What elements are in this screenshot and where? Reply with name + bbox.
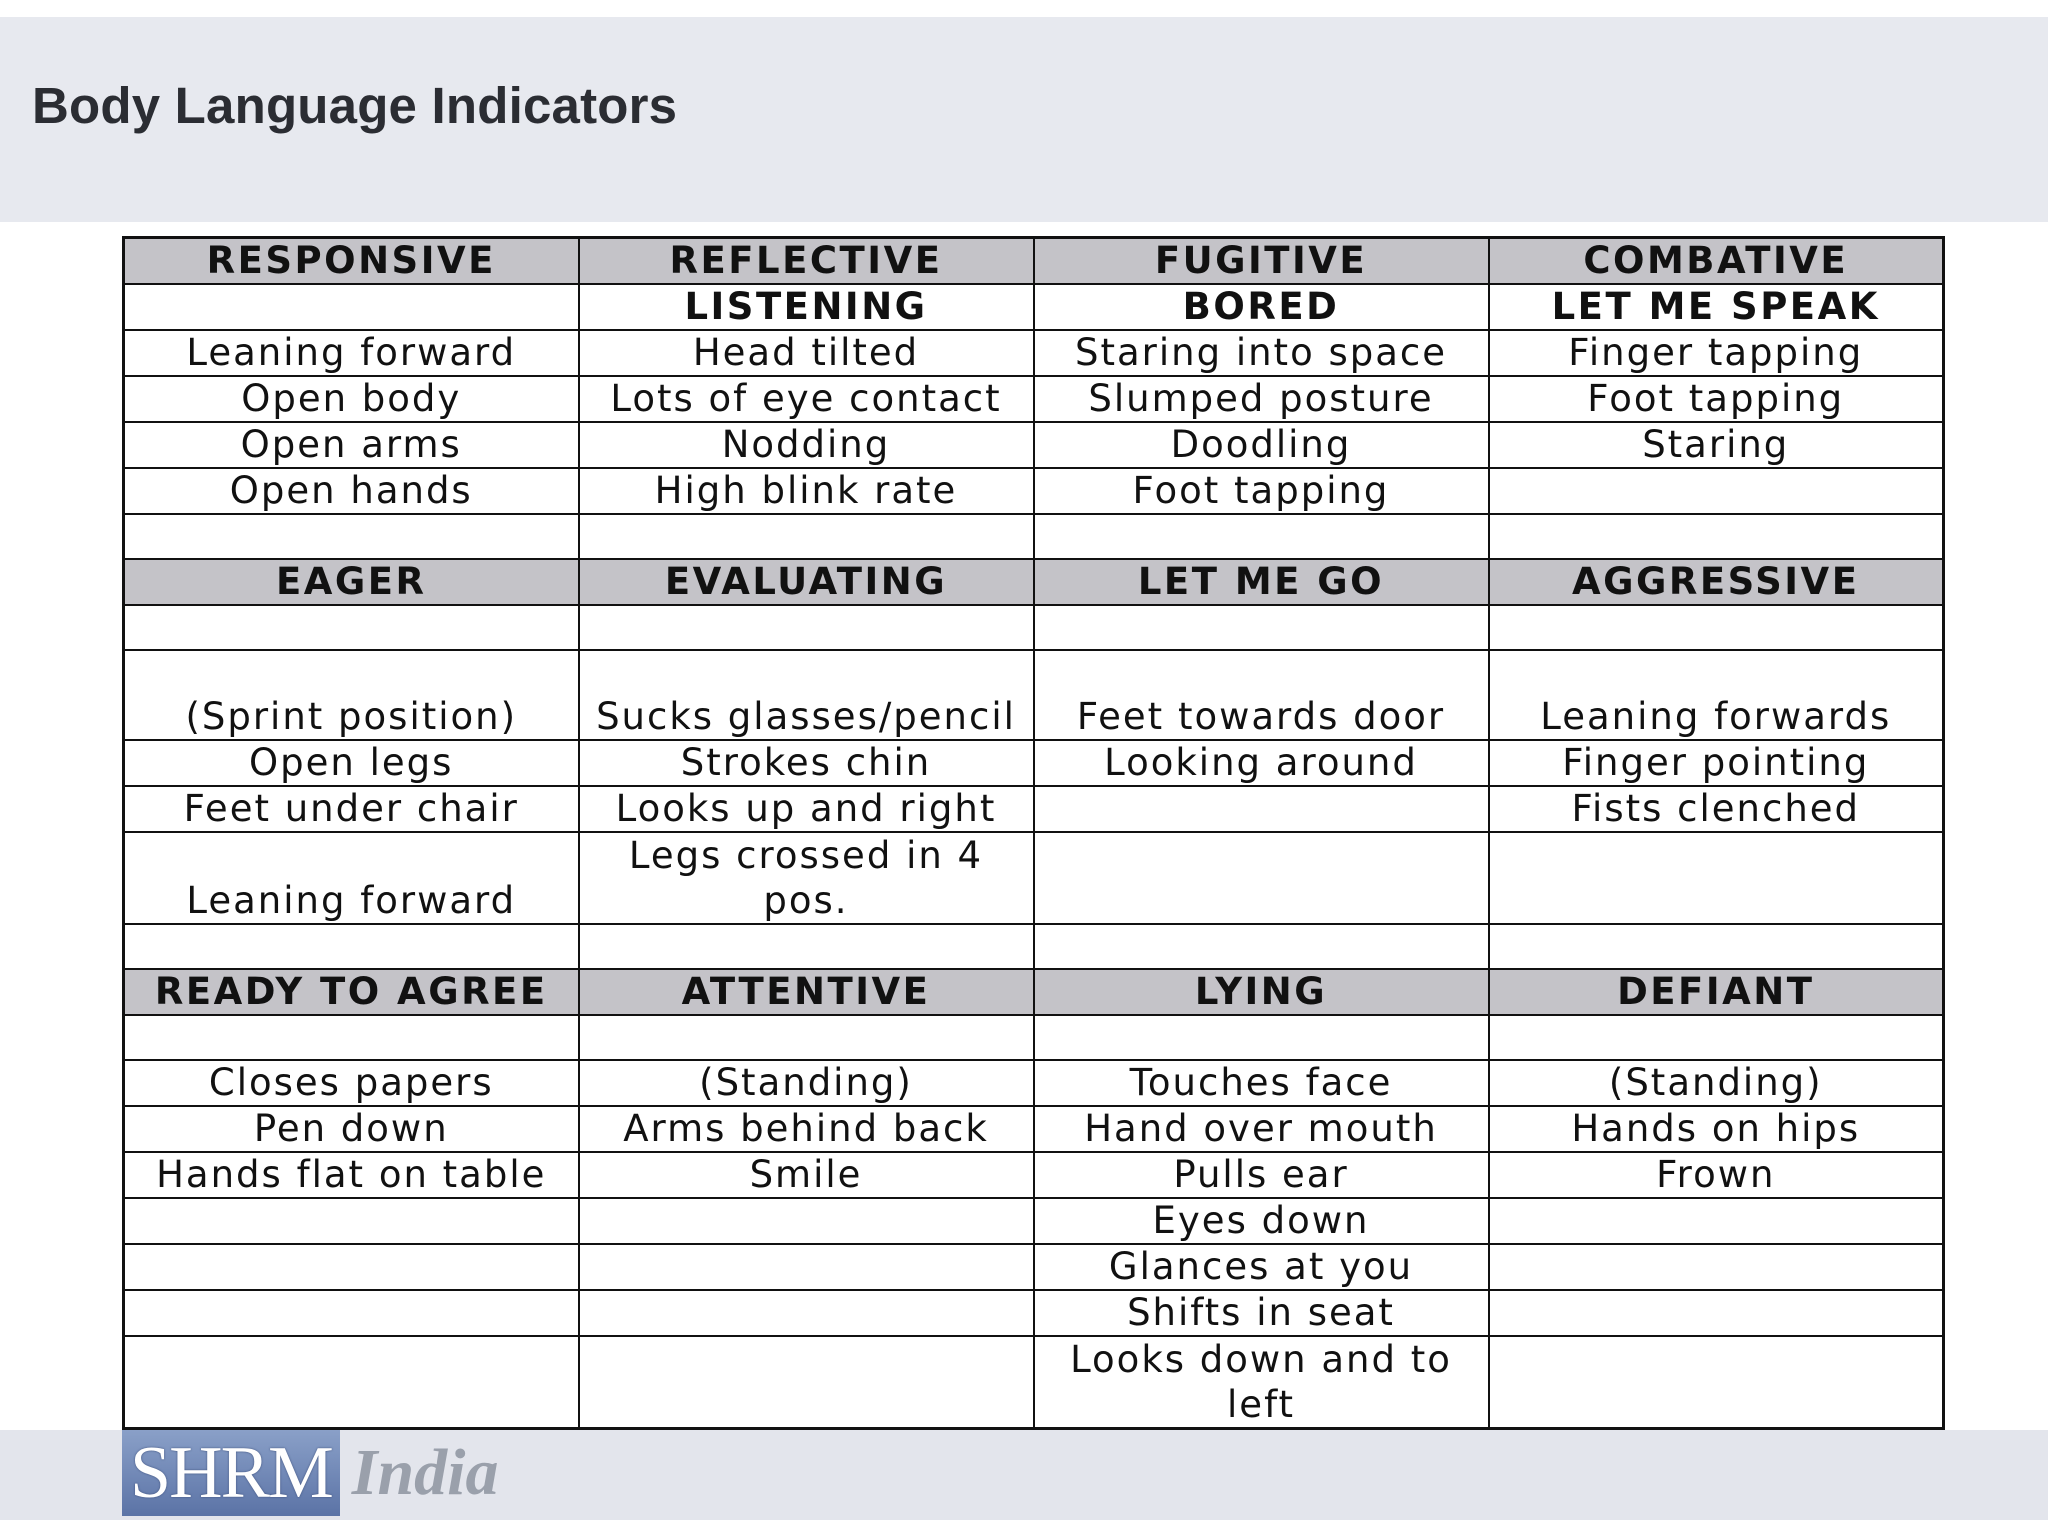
indicator-row: [124, 786, 1944, 832]
subheading-row: [124, 284, 1944, 330]
indicator-cell: Arms behind back: [579, 1106, 1034, 1152]
indicator-cell: [1034, 605, 1489, 650]
category-header-cell: FUGITIVE: [1034, 238, 1489, 285]
category-header-cell: DEFIANT: [1489, 969, 1944, 1015]
indicator-cell: Sucks glasses/pencil: [579, 650, 1034, 740]
indicator-cell: [124, 1244, 579, 1290]
indicator-cell: Leaning forward: [124, 330, 579, 376]
indicator-row: [124, 422, 1944, 468]
indicator-cell: Foot tapping: [1034, 468, 1489, 514]
indicator-row: [124, 514, 1944, 559]
indicator-cell: [1489, 468, 1944, 514]
top-strip: [0, 0, 2048, 17]
indicator-cell: Hands on hips: [1489, 1106, 1944, 1152]
category-header-cell: EVALUATING: [579, 559, 1034, 605]
indicator-cell: [579, 514, 1034, 559]
indicator-cell: [124, 605, 579, 650]
indicator-cell: [124, 1198, 579, 1244]
indicator-cell: Closes papers: [124, 1060, 579, 1106]
indicator-row: [124, 832, 1944, 924]
page-title: Body Language Indicators: [32, 77, 678, 134]
category-header-cell: AGGRESSIVE: [1489, 559, 1944, 605]
category-header-cell: LET ME GO: [1034, 559, 1489, 605]
indicator-cell: Lots of eye contact: [579, 376, 1034, 422]
subheading-cell: LET ME SPEAK: [1489, 284, 1944, 330]
indicator-row: [124, 1336, 1944, 1429]
indicator-cell: Open legs: [124, 740, 579, 786]
category-header-cell: REFLECTIVE: [579, 238, 1034, 285]
indicator-cell: Touches face: [1034, 1060, 1489, 1106]
indicators-table: [122, 236, 1945, 1430]
indicator-cell: [124, 924, 579, 969]
indicator-cell: Pen down: [124, 1106, 579, 1152]
indicator-row: [124, 330, 1944, 376]
category-header-cell: COMBATIVE: [1489, 238, 1944, 285]
indicator-cell: Shifts in seat: [1034, 1290, 1489, 1336]
indicator-cell: Leaning forward: [124, 832, 579, 924]
indicator-cell: [579, 1290, 1034, 1336]
indicator-cell: Foot tapping: [1489, 376, 1944, 422]
indicator-cell: Pulls ear: [1034, 1152, 1489, 1198]
indicator-cell: Open arms: [124, 422, 579, 468]
indicator-cell: [579, 1015, 1034, 1060]
indicator-cell: [124, 1336, 579, 1429]
category-header-cell: LYING: [1034, 969, 1489, 1015]
indicator-row: [124, 376, 1944, 422]
indicator-cell: [124, 1290, 579, 1336]
indicator-cell: Head tilted: [579, 330, 1034, 376]
category-header-cell: ATTENTIVE: [579, 969, 1034, 1015]
indicator-cell: Looks up and right: [579, 786, 1034, 832]
indicator-cell: [579, 1244, 1034, 1290]
indicator-row: [124, 468, 1944, 514]
indicator-cell: [579, 924, 1034, 969]
indicator-row: [124, 1106, 1944, 1152]
indicator-cell: [1034, 514, 1489, 559]
indicator-cell: [1489, 605, 1944, 650]
indicators-table-wrap: [122, 236, 1944, 1430]
indicator-cell: [1034, 1015, 1489, 1060]
indicator-cell: Legs crossed in 4 pos.: [579, 832, 1034, 924]
indicator-cell: [579, 1336, 1034, 1429]
category-header-cell: READY TO AGREE: [124, 969, 579, 1015]
indicator-cell: Strokes chin: [579, 740, 1034, 786]
category-header-cell: EAGER: [124, 559, 579, 605]
indicator-cell: Feet under chair: [124, 786, 579, 832]
indicator-cell: [1034, 924, 1489, 969]
indicator-cell: Doodling: [1034, 422, 1489, 468]
indicator-cell: [1034, 832, 1489, 924]
indicator-row: [124, 1152, 1944, 1198]
indicator-cell: Staring into space: [1034, 330, 1489, 376]
indicator-row: [124, 1060, 1944, 1106]
indicator-cell: [579, 1198, 1034, 1244]
indicator-cell: [579, 605, 1034, 650]
indicator-cell: [124, 514, 579, 559]
indicator-cell: [1489, 832, 1944, 924]
indicator-cell: [1489, 1336, 1944, 1429]
indicator-cell: Looking around: [1034, 740, 1489, 786]
indicator-cell: [1489, 924, 1944, 969]
indicator-row: [124, 924, 1944, 969]
category-header-row: [124, 238, 1944, 285]
indicator-row: [124, 740, 1944, 786]
indicator-row: [124, 1198, 1944, 1244]
indicator-cell: Eyes down: [1034, 1198, 1489, 1244]
indicator-cell: [124, 1015, 579, 1060]
indicator-cell: [1489, 514, 1944, 559]
indicator-cell: [1489, 1244, 1944, 1290]
indicator-cell: Glances at you: [1034, 1244, 1489, 1290]
indicator-cell: Staring: [1489, 422, 1944, 468]
indicator-cell: [1034, 786, 1489, 832]
indicator-cell: Looks down and to left: [1034, 1336, 1489, 1429]
category-header-row: [124, 559, 1944, 605]
indicator-cell: (Standing): [1489, 1060, 1944, 1106]
indicator-cell: (Sprint position): [124, 650, 579, 740]
indicator-cell: Fists clenched: [1489, 786, 1944, 832]
subheading-cell: [124, 284, 579, 330]
shrm-india-logo: [122, 1430, 499, 1516]
indicator-cell: (Standing): [579, 1060, 1034, 1106]
indicator-cell: High blink rate: [579, 468, 1034, 514]
indicator-cell: Feet towards door: [1034, 650, 1489, 740]
indicator-cell: Hand over mouth: [1034, 1106, 1489, 1152]
indicator-row: [124, 1244, 1944, 1290]
logo-mark: SHRM: [122, 1430, 340, 1516]
subheading-cell: BORED: [1034, 284, 1489, 330]
indicator-cell: Frown: [1489, 1152, 1944, 1198]
category-header-row: [124, 969, 1944, 1015]
indicator-cell: Open hands: [124, 468, 579, 514]
indicator-cell: Nodding: [579, 422, 1034, 468]
indicator-cell: Finger pointing: [1489, 740, 1944, 786]
logo-text: India: [351, 1436, 499, 1509]
indicator-cell: Open body: [124, 376, 579, 422]
indicators-table-body: [124, 238, 1944, 1429]
indicator-cell: Finger tapping: [1489, 330, 1944, 376]
indicator-cell: Hands flat on table: [124, 1152, 579, 1198]
indicator-cell: Leaning forwards: [1489, 650, 1944, 740]
indicator-row: [124, 1015, 1944, 1060]
subheading-cell: LISTENING: [579, 284, 1034, 330]
indicator-row: [124, 650, 1944, 740]
indicator-cell: [1489, 1290, 1944, 1336]
indicator-cell: [1489, 1198, 1944, 1244]
indicator-row: [124, 605, 1944, 650]
indicator-cell: [1489, 1015, 1944, 1060]
indicator-cell: Slumped posture: [1034, 376, 1489, 422]
category-header-cell: RESPONSIVE: [124, 238, 579, 285]
indicator-row: [124, 1290, 1944, 1336]
indicator-cell: Smile: [579, 1152, 1034, 1198]
